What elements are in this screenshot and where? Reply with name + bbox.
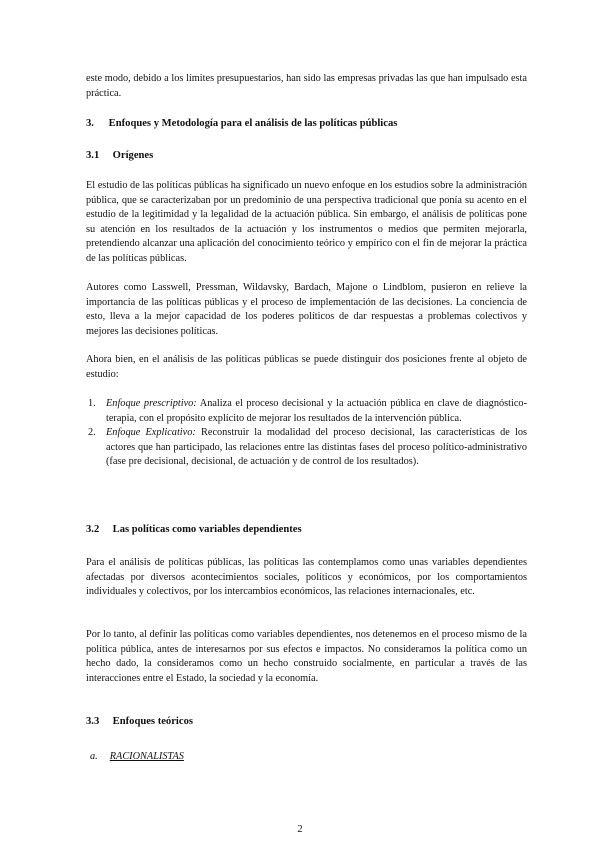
section-32-heading — [86, 524, 302, 535]
variables-paragraph-1: Para el análisis de políticas públicas, las políticas las contemplamos como unas variables dependientes afectadas por diversos acontecimientos sociales, políticos y económicos, por los comportamientos individuales y colectivos, por los intercambios económicos, las relaciones internacionales, etc. — [86, 557, 527, 598]
origenes-paragraph-2: Autores como Lasswell, Pressman, Wildavsky, Bardach, Majone o Lindblom, pusieron en relieve la importancia de las políticas públicas y el proceso de implementación de las decisiones. La conciencia de esto, lleva a la mejor capacidad de los poderes políticos de dar respuestas a problemas colectivos y mejores las decisiones políticas. — [86, 282, 527, 337]
section-33-heading — [86, 716, 193, 727]
origenes-paragraph-1: El estudio de las políticas públicas ha significado un nuevo enfoque en los estudios sobre la administración pública, que se caracterizaban por un predominio de una perspectiva tradicional que ponía su acento en el estudio de la legitimidad y la legalidad de la actuación pública. Sin embargo, el análisis de políticas pone su atención en los resultados de la actuación y los instrumentos o medios que permiten mejorarla, pretendiendo alcanzar una aplicación del conocimiento teórico y empírico con el fin de mejorar la práctica de las políticas públicas. — [86, 180, 527, 264]
section-3-heading — [86, 118, 397, 129]
list-item-term: Enfoque prescriptivo: — [106, 398, 197, 409]
list-item — [86, 397, 527, 426]
list-item-text: Reconstruir la modalidad del proceso decisional, las características de los actores que han participado, las relaciones entre las distintas fases del proceso político-administrativo (fase pre decisional, decisional, de actuación y de control de los resultados). — [106, 427, 527, 468]
list-item — [86, 426, 527, 470]
subsection-a-heading — [90, 751, 184, 762]
page-number: 2 — [297, 824, 303, 835]
section-32-title: Las políticas como variables dependientes — [112, 524, 302, 535]
enfoques-list — [86, 397, 527, 470]
subsection-a-title: RACIONALISTAS — [109, 751, 184, 762]
origenes-paragraph-3: Ahora bien, en el análisis de las políticas públicas se puede distinguir dos posiciones frente al objeto de estudio: — [86, 354, 527, 380]
section-3-title: Enfoques y Metodología para el análisis de las políticas públicas — [108, 118, 398, 129]
variables-paragraph-2: Por lo tanto, al definir las políticas como variables dependientes, nos detenemos en el proceso mismo de la política pública, antes de interesarnos por sus efectos e impactos. No consideramos la política como un hecho dado, la consideramos como un hecho construido socialmente, en particular a través de las interacciones entre el Estado, la sociedad y la economía. — [86, 629, 527, 684]
section-33-number: 3.3 — [86, 716, 100, 727]
section-32-number: 3.2 — [86, 524, 100, 535]
intro-paragraph: este modo, debido a los límites presupuestarios, han sido las empresas privadas las que han impulsado esta práctica. — [86, 73, 527, 99]
section-31-number: 3.1 — [86, 150, 100, 161]
list-item-term: Enfoque Explicativo: — [106, 427, 196, 439]
list-item-text: Analiza el proceso decisional y la actuación pública en clave de diagnóstico-terapia, con el propósito explícito de mejorar los resultados de la intervención pública. — [106, 398, 527, 424]
list-item-number: 2. — [88, 427, 96, 439]
section-31-heading — [86, 150, 153, 161]
section-3-number: 3. — [86, 118, 94, 129]
subsection-a-letter: a. — [90, 751, 98, 762]
list-item-number: 1. — [88, 398, 96, 409]
section-33-title: Enfoques teóricos — [112, 716, 193, 727]
section-31-title: Orígenes — [112, 150, 154, 161]
